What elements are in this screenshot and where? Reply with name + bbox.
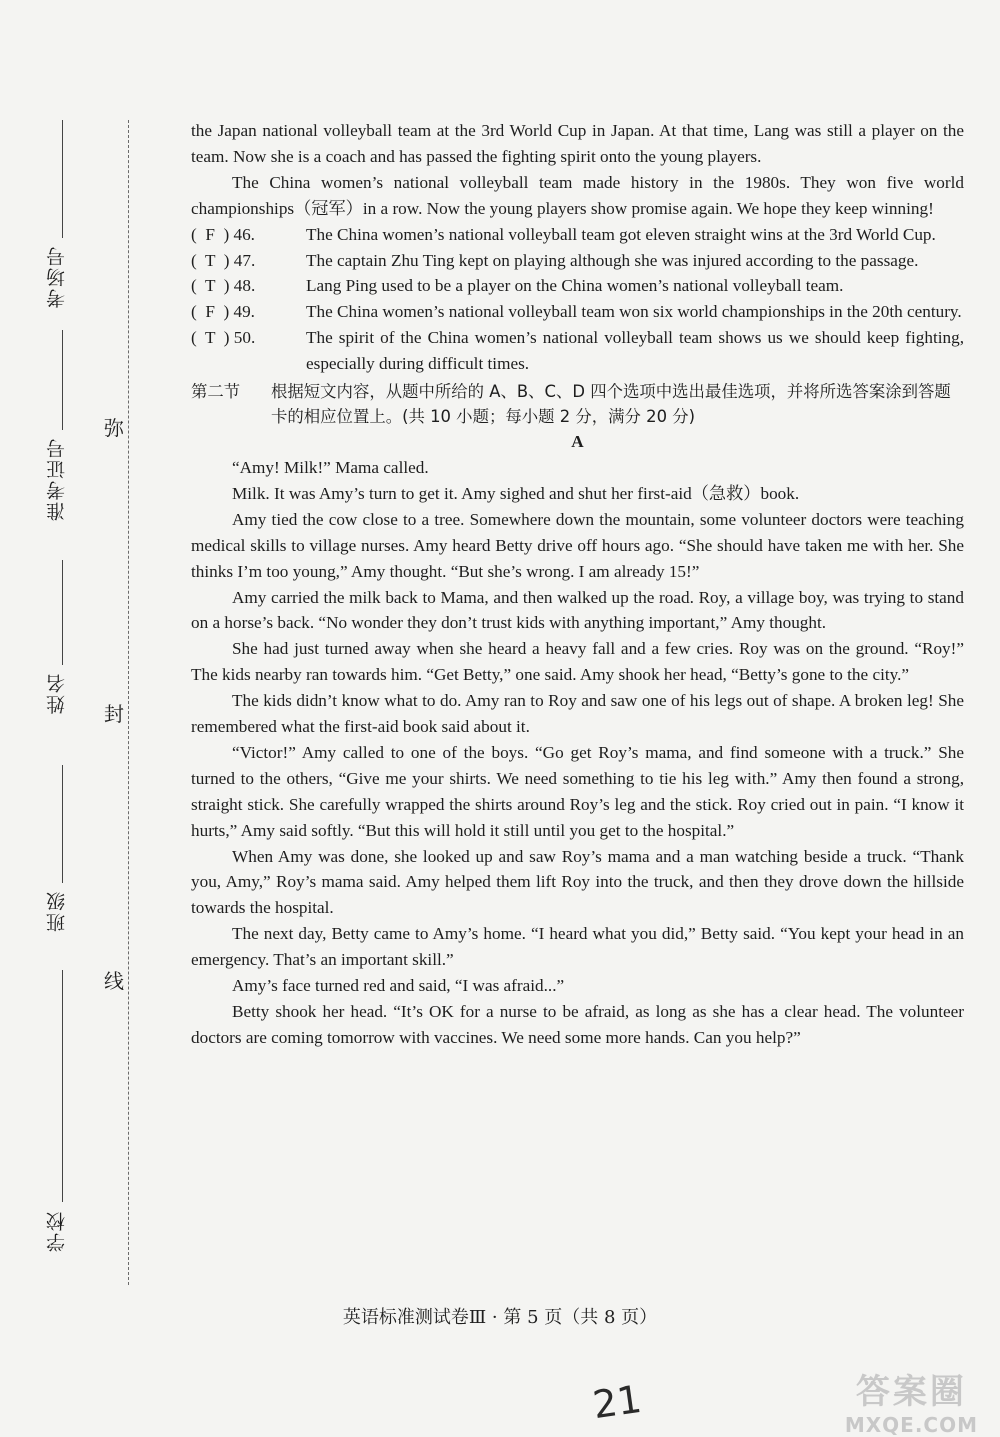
story-paragraph: Amy tied the cow close to a tree. Somewhere down the mountain, some volunteer doctors were teaching medical skills to village nurses. Amy heard Betty drive off hours ago. “She should have taken me with her. She thinks I’m too young,” Amy thought. “But she’s wrong. I am already 15!” — [191, 509, 964, 581]
seal-char-mi: 弥 — [104, 418, 124, 440]
question-answer: ( T ) 48. — [191, 276, 256, 296]
field-underline — [62, 120, 63, 238]
passage-paragraph: The China women’s national volleyball team made history in the 1980s. They won five world championships（冠军）in a row. Now the young players show promise again. We hope they keep winning! — [191, 172, 964, 218]
story-paragraph: When Amy was done, she looked up and saw Roy’s mama and a man watching beside a truck. “Thank you, Amy,” Roy’s mama said. Amy helped them lift Roy into the truck, and then they drove down the hillside towards the hospital. — [191, 846, 964, 918]
school-label: 学校 — [47, 1210, 68, 1252]
admission-number-label: 准考证号 — [47, 437, 68, 521]
section-label: 第二节 — [191, 382, 241, 402]
story-paragraph: Milk. It was Amy’s turn to get it. Amy sighed and shut her first-aid（急救）book. — [232, 483, 800, 503]
story-paragraph: Betty shook her head. “It’s OK for a nurse to be afraid, as long as she has a clear head. The volunteer doctors are coming tomorrow with vaccines. We need some more hands. Can you help?” — [191, 1002, 964, 1047]
question-text: The China women’s national volleyball team got eleven straight wins at the 3rd World Cup. — [306, 224, 936, 244]
binding-dashed-line — [128, 120, 129, 1285]
question-item — [191, 299, 964, 325]
question-answer: ( T ) 50. — [191, 328, 256, 348]
seal-char-feng: 封 — [104, 704, 124, 726]
question-text: The spirit of the China women’s national volleyball team shows us we should keep fighting, especially during difficult times. — [306, 328, 964, 374]
field-underline — [62, 560, 63, 665]
question-text: Lang Ping used to be a player on the China women’s national volleyball team. — [306, 276, 844, 296]
name-label: 姓名 — [47, 672, 68, 714]
watermark-logo-text: 答案圈 — [855, 1372, 967, 1412]
field-underline — [62, 970, 63, 1202]
story-paragraph: “Victor!” Amy called to one of the boys. “Go get Roy’s mama, and find someone with a truck.” She turned to the others, “Give me your shirts. We need something to tie his leg with.” Amy then found a strong, straight stick. She carefully wrapped the shirts around Roy’s leg and the stick. Roy cried out in pain. “I know it hurts,” Amy said softly. “But this will hold it still until you get to the hospital.” — [191, 742, 964, 840]
story-paragraph: The next day, Betty came to Amy’s home. “I heard what you did,” Betty said. “You kept your head in an emergency. That’s an important skill.” — [191, 924, 964, 970]
story-paragraph: She had just turned away when she heard a heavy fall and a few cries. Roy was on the ground. “Roy!” The kids nearby ran towards him. “Get Betty,” one said. Amy shook her head, “Betty’s gone to the city.” — [191, 639, 964, 685]
passage-title: A — [571, 432, 584, 452]
watermark-url: MXQE.COM — [844, 1413, 978, 1437]
question-item — [191, 325, 964, 377]
passage-paragraph: the Japan national volleyball team at the 3rd World Cup in Japan. At that time, Lang was still a player on the team. Now she is a coach and has passed the fighting spirit onto the young players. — [191, 121, 964, 166]
story-paragraph: Amy carried the milk back to Mama, and then walked up the road. Roy, a village boy, was trying to stand on a horse’s back. “No wonder they don’t trust kids with anything important,” Amy thought. — [191, 587, 964, 633]
site-watermark — [845, 1364, 978, 1437]
question-text: The captain Zhu Ting kept on playing although she was injured according to the passage. — [306, 250, 919, 270]
handwritten-page-number: 21 — [590, 1376, 645, 1428]
field-underline — [62, 765, 63, 883]
story-paragraph: The kids didn’t know what to do. Amy ran to Roy and saw one of his legs out of shape. A broken leg! She remembered what the first-aid book said about it. — [191, 691, 964, 737]
page-footer: 英语标准测试卷Ⅲ · 第 5 页（共 8 页） — [342, 1307, 658, 1328]
section-heading — [191, 379, 964, 429]
question-text: The China women’s national volleyball team won six world championships in the 20th century. — [306, 302, 962, 322]
exam-room-label: 考场号 — [47, 245, 68, 308]
field-underline — [62, 330, 63, 430]
question-answer: ( F ) 49. — [191, 302, 255, 322]
question-item — [191, 273, 964, 299]
question-answer: ( F ) 46. — [191, 224, 255, 244]
question-item — [191, 248, 964, 274]
story-paragraph: Amy’s face turned red and said, “I was afraid...” — [232, 976, 565, 996]
question-answer: ( T ) 47. — [191, 250, 256, 270]
class-label: 班级 — [47, 890, 68, 932]
page-content — [191, 118, 964, 1051]
seal-char-xian: 线 — [104, 971, 124, 993]
question-item — [191, 222, 964, 248]
story-paragraph: “Amy! Milk!” Mama called. — [232, 457, 429, 477]
section-instruction: 根据短文内容，从题中所给的 A、B、C、D 四个选项中选出最佳选项，并将所选答案涂到答题卡的相应位置上。(共 10 小题；每小题 2 分，满分 20 分) — [271, 382, 951, 427]
